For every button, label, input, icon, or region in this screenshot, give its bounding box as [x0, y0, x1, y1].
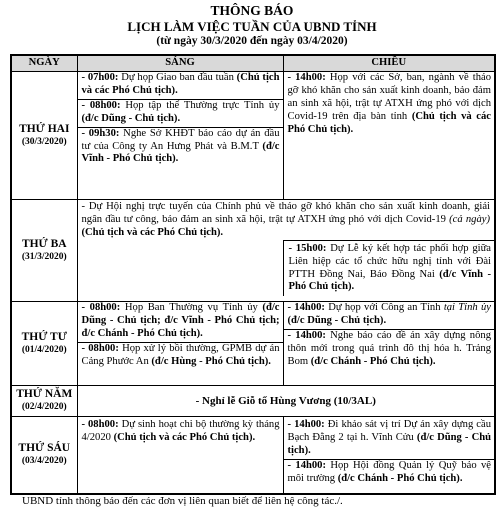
day-date: (02/4/2020) [21, 402, 67, 412]
col-header-morning: SÁNG [77, 55, 283, 72]
day-name: THỨ HAI [19, 122, 70, 135]
day-cell-thursday [11, 386, 77, 417]
morning-cell-friday [77, 417, 283, 494]
fullday-cell-tuesday [77, 200, 495, 302]
afternoon-cell-monday [283, 72, 495, 200]
schedule-item: - 14h00: Đi khảo sát vị trí Dự án xây dựng cầu Bạch Đằng 2 tại h. Vĩnh Cửu (đ/c Dũng - Chủ tịch). [287, 419, 492, 456]
morning-cell-wednesday [77, 302, 283, 386]
schedule-item: - 08h00: Họp Ban Thường vụ Tỉnh ủy (đ/c Dũng - Chủ tịch; đ/c Vĩnh - Phó Chủ tịch; đ/c Chánh - Phó Chủ tịch). [81, 302, 280, 339]
day-cell-monday [11, 72, 77, 200]
day-cell-tuesday [11, 200, 77, 302]
schedule-item: - 07h00: Dự họp Giao ban đầu tuần (Chủ tịch và các Phó Chủ tịch). [81, 72, 280, 96]
schedule-item: - 15h00: Dự Lễ ký kết hợp tác phối hợp giữa Liên hiệp các tổ chức hữu nghị tỉnh với Đài PTTH Đồng Nai, Báo Đồng Nai (đ/c Vĩnh - Phó Chủ tịch). [283, 240, 495, 297]
day-name: THỨ NĂM [16, 388, 73, 401]
day-date: (03/4/2020) [21, 455, 67, 466]
day-date: (30/3/2020) [21, 136, 67, 147]
doc-title: THÔNG BÁO [210, 3, 294, 18]
table-row [11, 386, 495, 417]
schedule-item: - 14h00: Họp với các Sở, ban, ngành về tháo gỡ khó khăn cho sản xuất kinh doanh, bảo đảm an sinh xã hội, trật tự ATXH ứng phó với dịch Covid-19 trên địa bàn tỉnh (Chủ tịch và các Phó Chủ tịch). [287, 72, 492, 135]
day-name: THỨ SÁU [18, 441, 71, 454]
schedule-item: - Dự Hội nghị trực tuyến của Chính phủ về tháo gỡ khó khăn cho sản xuất kinh doanh, giải ngân đầu tư công, bảo đảm an sinh xã hội, trật tự ATXH ứng phó với dịch Covid-19 (cả ngày) (Chủ tịch và các Phó Chủ tịch). [81, 201, 490, 238]
day-cell-wednesday [11, 302, 77, 386]
holiday-cell-thursday: - Nghỉ lễ Giỗ tổ Hùng Vương (10/3AL) [77, 386, 495, 417]
schedule-item: - 14h00: Dự họp với Công an Tỉnh tại Tỉnh ủy (đ/c Dũng - Chủ tịch). [287, 302, 491, 326]
footer-note: UBND tỉnh thông báo đến các đơn vị liên quan biết để liên hệ công tác./. [22, 495, 343, 507]
schedule-item: - 08h00: Họp xử lý bồi thường, GPMB dự án Cảng Phước An (đ/c Hùng - Phó Chủ tịch). [78, 342, 283, 369]
table-header-row [11, 55, 495, 72]
doc-date-range: (từ ngày 30/3/2020 đến ngày 03/4/2020) [156, 35, 348, 47]
afternoon-cell-wednesday [283, 302, 495, 386]
schedule-item: - 08h00: Dự sinh hoạt chi bộ thường kỳ tháng 4/2020 (Chủ tịch và các Phó Chủ tịch). [81, 419, 280, 443]
table-row [11, 302, 495, 386]
schedule-item: - 14h00: Nghe báo cáo đề án xây dựng nông thôn mới trong quá trình đô thị hóa h. Trảng Bom (đ/c Chánh - Phó Chủ tịch). [284, 329, 495, 369]
table-row [11, 200, 495, 302]
day-cell-friday [11, 417, 77, 494]
day-name: THỨ TƯ [21, 330, 67, 343]
col-header-day: NGÀY [11, 55, 77, 72]
schedule-table [10, 54, 496, 495]
schedule-item: - 09h30: Nghe Sở KHĐT báo cáo dự án đầu tư của Công ty An Hưng Phát và B.M.T (đ/c Vĩnh - Phó Chủ tịch). [78, 127, 283, 167]
morning-cell-monday [77, 72, 283, 200]
day-date: (01/4/2020) [21, 344, 67, 355]
doc-subtitle: LỊCH LÀM VIỆC TUẦN CỦA UBND TỈNH [127, 19, 377, 34]
afternoon-cell-friday [283, 417, 495, 494]
schedule-item: - 14h00: Họp Hội đồng Quản lý Quỹ bảo vệ môi trường (đ/c Chánh - Phó Chủ tịch). [284, 459, 495, 486]
schedule-item: - 08h00: Họp tập thể Thường trực Tỉnh ủy (đ/c Dũng - Chủ tịch). [78, 99, 283, 126]
day-name: THỨ BA [21, 237, 67, 250]
day-date: (31/3/2020) [21, 251, 67, 262]
table-row [11, 72, 495, 200]
table-row [11, 417, 495, 494]
col-header-afternoon: CHIỀU [283, 55, 495, 72]
